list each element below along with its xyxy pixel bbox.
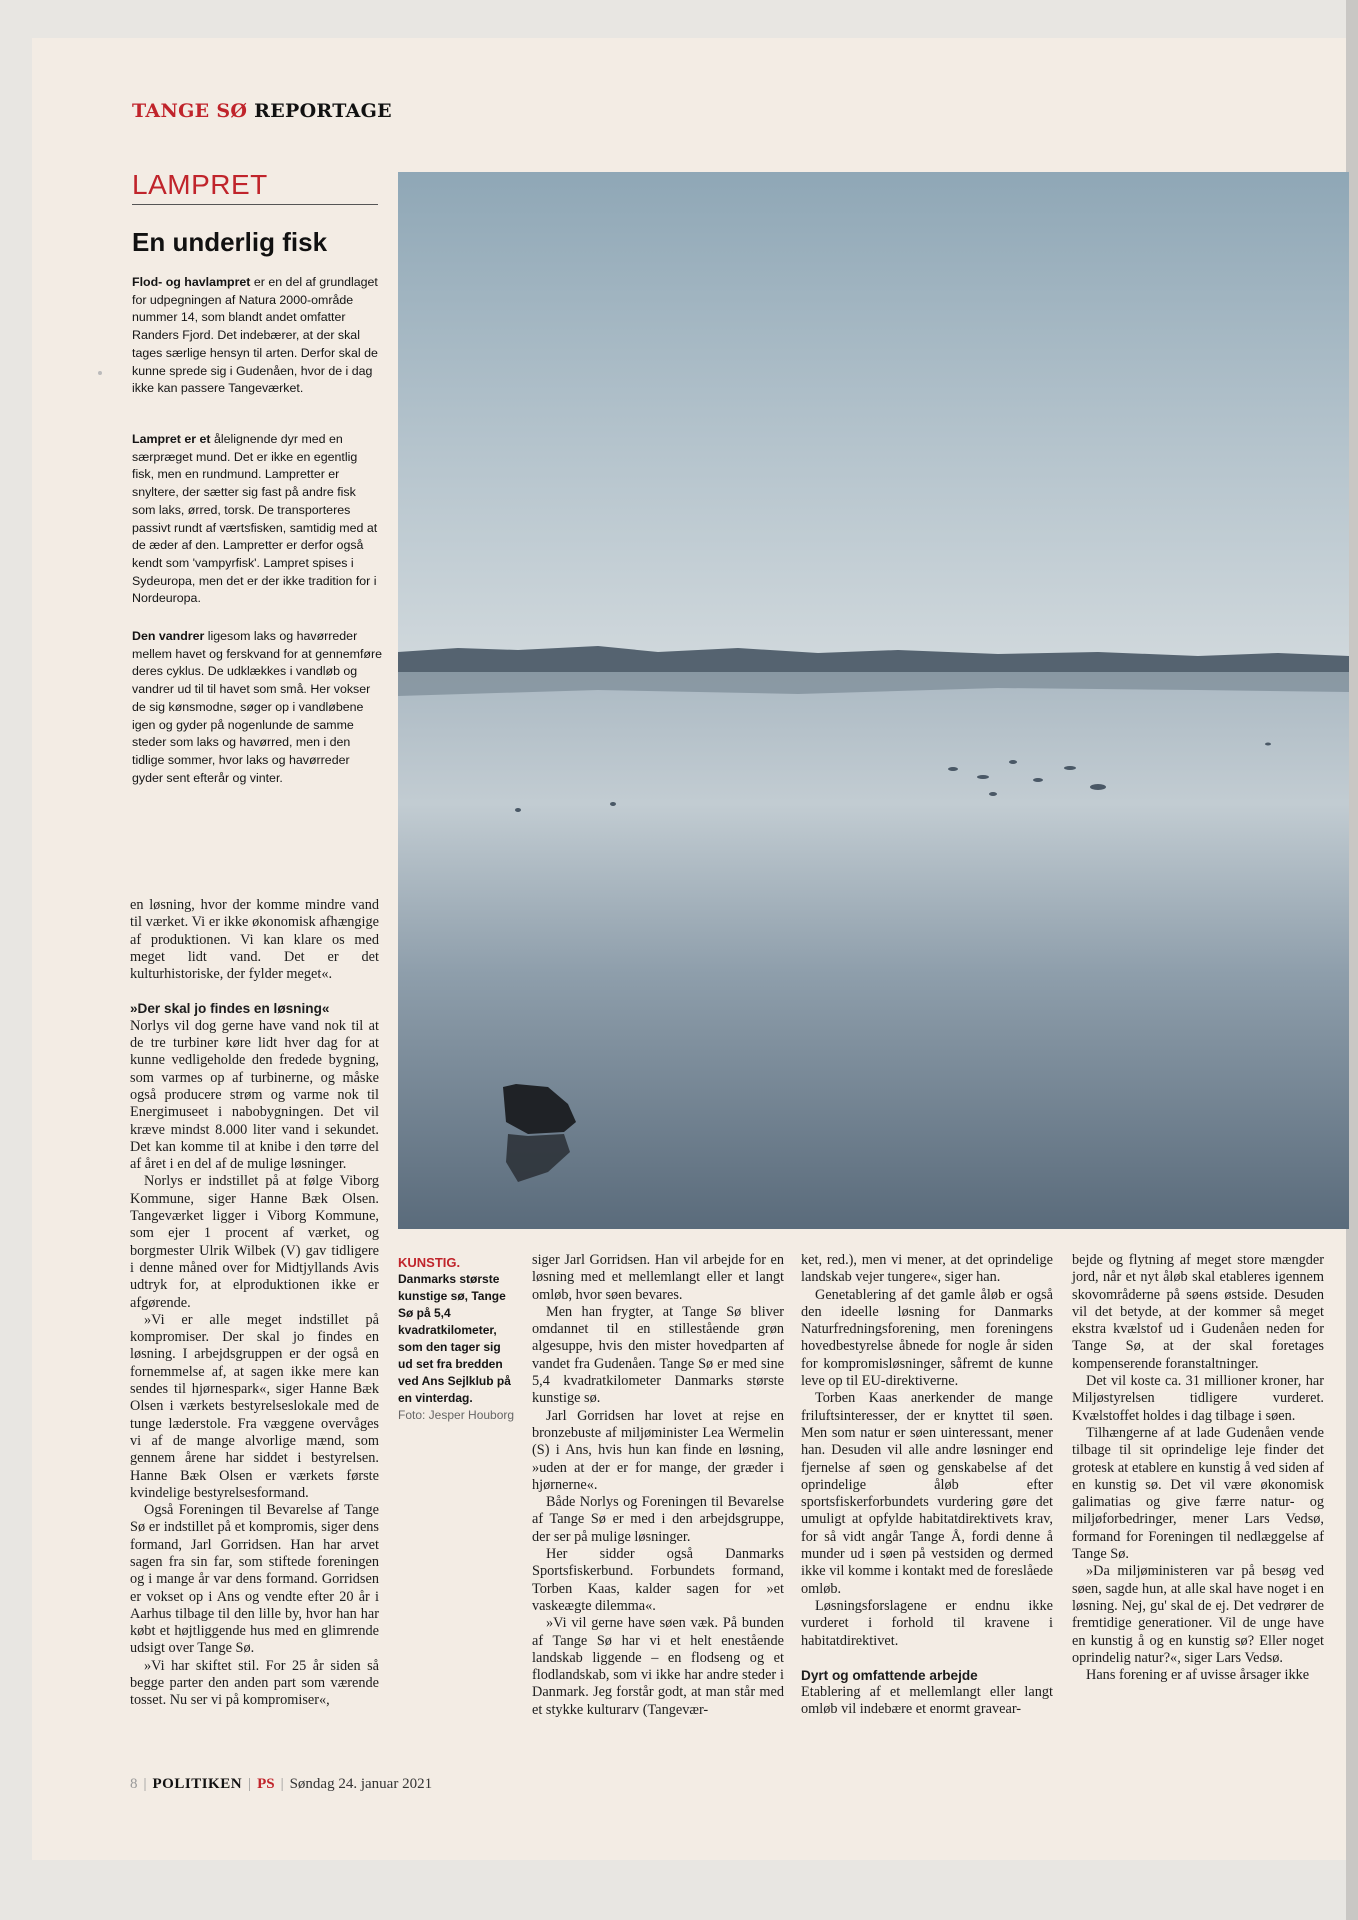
paragraph: ket, red.), men vi mener, at det oprindelige landskab vejer tungere«, siger han.	[801, 1252, 1053, 1286]
sidebar-title: En underlig fisk	[132, 227, 328, 257]
paragraph: Hans forening er af uvisse årsager ikke	[1086, 1667, 1310, 1684]
section-name: PS	[257, 1776, 275, 1792]
section-kicker	[132, 100, 392, 122]
paragraph: Det vil koste ca. 31 millioner kroner, har Miljøstyrelsen tidligere vurderet. Kvælstoffet holdes i dag tilbage i søen.	[1072, 1373, 1324, 1424]
paragraph: Også Foreningen til Bevarelse af Tange Sø er indstillet på et kompromis, siger dens formand, Jarl Gorridsen. Han har arvet sagen fra sin far, som stiftede foreningen og i mange år var dens formand. Gorridsen er vokset op i Ans og vendte efter 20 år i Aarhus tilbage til den lille by, hvor han har købt et højtliggende hus med en glimrende udsigt over Tange Sø.	[130, 1502, 379, 1657]
sidebar-label: LAMPRET	[132, 169, 268, 200]
sidebar-paragraph-1: Flod- og havlampret er en del af grundlaget for udpegningen af Natura 2000-område nummer 14, som blandt andet omfatter Randers Fjord. Det indebærer, at der skal tages særlige hensyn til arten. Derfor skal de kunne sprede sig i Gudenåen, hvor de i dag ikke kan passere Tangeværket.	[132, 275, 378, 396]
paragraph: »Vi har skiftet stil. For 25 år siden så begge parter den anden part som værende tosset. Nu ser vi på kompromiser«,	[130, 1657, 379, 1709]
sidebar-paragraph-3: Den vandrer ligesom laks og havørreder mellem havet og ferskvand for at gennemføre deres cyklus. De udklækkes i vandløb og vandrer ud til til havet som små. Her vokser de sig kønsmodne, søger op i vandløbene igen og gyder på nogenlunde de samme steder som laks og havørred, men i den tidlige sommer, hvor laks og havørreder gyder sent efterår og vinter.	[132, 629, 382, 785]
newspaper-name: POLITIKEN	[152, 1776, 243, 1792]
page-number: 8	[130, 1776, 138, 1792]
article-column-2	[532, 1252, 784, 1719]
paragraph: Jarl Gorridsen har lovet at rejse en bronzebuste af miljøminister Lea Wermelin (S) i Ans, hvis hun kan finde en løsning, »uden at der er for mange, der græder i hjørnerne«.	[532, 1407, 784, 1493]
paragraph: siger Jarl Gorridsen. Han vil arbejde for en løsning med et mellemlangt eller et langt omløb, hvor søen bevares.	[532, 1252, 784, 1303]
article-column-3	[801, 1252, 1053, 1719]
photo-credit: Foto: Jesper Houborg	[398, 1408, 515, 1422]
paragraph: Etablering af et mellemlangt eller langt omløb vil indebære et enormt gravear-	[801, 1684, 1053, 1718]
punch-mark	[98, 371, 102, 375]
paragraph: en løsning, hvor der komme mindre vand til værket. Vi er ikke økonomisk afhængige af produktionen. Vi kan klare os med meget lidt vand. Det er det kulturhistoriske, der fylder meget«.	[130, 897, 379, 983]
paragraph: »Vi er alle meget indstillet på kompromiser. Der skal jo findes en løsning. I arbejdsgruppen er der også en fornemmelse af, at sagen ikke mere kan sendes til hjørnespark«, siger Hanne Bæk Olsen i værkets bestyrelseslokale med de tunge læderstole. Fra væggene overvåges vi af de mange alvorlige mænd, som gennem årene har siddet i bestyrelsen. Hanne Bæk Olsen er værkets første kvindelige bestyrelsesformand.	[130, 1311, 379, 1501]
sidebar-lead-2: Lampret er et	[132, 432, 211, 446]
article-column-1	[130, 897, 379, 1710]
sidebar-lead-1: Flod- og havlampret	[132, 275, 251, 289]
lake-photo	[398, 172, 1349, 1229]
issue-date: Søndag 24. januar 2021	[289, 1776, 433, 1792]
paragraph: Men han frygter, at Tange Sø bliver omdannet til en stillestående grøn algesuppe, hvis den mister hovedparten af vandet fra Gudenåen. Tange Sø er med sine 5,4 kvadratkilometer Danmarks største kunstige sø.	[532, 1303, 784, 1407]
paragraph: Norlys er indstillet på at følge Viborg Kommune, siger Hanne Bæk Olsen. Tangeværket ligger i Viborg Kommune, som ejer 1 procent af værket, og borgmester Ulrik Wilbek (V) gav tidligere i denne måned over for Midtjyllands Avis udtryk for, at elproduktionen ikke er afgørende.	[130, 1173, 379, 1311]
paragraph: Genetablering af det gamle åløb er også den ideelle løsning for Danmarks Naturfredningsforening, men foreningens hovedbestyrelse åbnede for nogle år siden for kompromisløsninger, såfremt de kunne leve op til EU-direktiverne.	[801, 1286, 1053, 1390]
caption-text: Danmarks største kunstige sø, Tange Sø på 5,4 kvadratkilometer, som den tager sig ud set fra bredden ved Ans Sejlklub på en vinterdag.	[398, 1272, 511, 1405]
sidebar-lead-3: Den vandrer	[132, 629, 205, 643]
caption-label: KUNSTIG.	[398, 1255, 461, 1270]
subheading: »Der skal jo findes en løsning«	[130, 1001, 330, 1017]
paragraph: Norlys vil dog gerne have vand nok til at de tre turbiner køre lidt hver dag for at kunne vedligeholde den fredede bygning, som varmes op af turbinerne, og måske også producere strøm og varme nok til Energimuseet i nabobygningen. Det vil kræve mindst 8.000 liter vand i sekundet. Det kan komme til at knibe i den tørre del af året i en del af de mulige løsninger.	[130, 1017, 379, 1173]
sidebar-paragraph-2: Lampret er et ålelignende dyr med en særpræget mund. Det er ikke en egentlig fisk, men en rundmund. Lampretter er snyltere, der sætter sig fast på andre fisk som laks, ørred, torsk. De transporteres passivt rundt af værtsfisken, samtidig med at de æder af den. Lampretter er derfor også kendt som 'vampyrfisk'. Lampret spises i Sydeuropa, men det er der ikke tradition for i Nordeuropa.	[132, 432, 378, 606]
paragraph: bejde og flytning af meget store mængder jord, når et nyt åløb skal etableres igennem skovområderne på søens østside. Desuden vil det betyde, at der kommer så meget ekstra kvælstof ud i Gudenåen neden for Tange Sø, at der skal foretages kompenserende foranstaltninger.	[1072, 1252, 1324, 1372]
paragraph: Torben Kaas anerkender de mange friluftsinteresser, der er knyttet til søen. Men som natur er søen uinteressant, mener han. Desuden vil alle andre løsninger end fjernelse af søen og genskabelse af det oprindelige åløb efter sportsfiskerforbundets vurdering gøre det umuligt at opfylde habitatdirektivets krav, for så vidt angår Tange Å, fordi denne å munder ud i søen på vestsiden og dermed ikke vil komme i kontakt med de foreslåede omløb.	[801, 1390, 1053, 1597]
paragraph: »Vi vil gerne have søen væk. På bunden af Tange Sø har vi et helt enestående landskab liggende – en flodseng og et flodlandskab, som vi ikke har andre steder i Danmark. Jeg forstår godt, at man står med et stykke kulturarv (Tangevær-	[532, 1615, 784, 1718]
sidebar-rule	[132, 204, 378, 205]
paragraph: Både Norlys og Foreningen til Bevarelse af Tange Sø er med i den arbejdsgruppe, der ser på mulige løsninger.	[532, 1494, 784, 1545]
paragraph: Her sidder også Danmarks Sportsfiskerbund. Forbundets formand, Torben Kaas, kalder sagen for »et vaskeægte dilemma«.	[532, 1546, 784, 1614]
article-column-4	[1072, 1252, 1324, 1684]
kicker-location: TANGE SØ	[132, 100, 248, 122]
photo-caption	[398, 1254, 516, 1424]
subheading: Dyrt og omfattende arbejde	[801, 1667, 978, 1683]
paragraph: Løsningsforslagene er endnu ikke vurderet i forhold til kravene i habitatdirektivet.	[801, 1597, 1053, 1649]
page-footer: 8 | POLITIKEN | PS | Søndag 24. januar 2021	[130, 1776, 433, 1792]
paragraph: »Da miljøministeren var på besøg ved søen, sagde hun, at alle skal have noget i en løsning. Nej, gu' skal de ej. Det vedrører de fremtidige generationer. Vil de unge have en kunstig å og en kunstig sø? Eller noget oprindelig natur?«, siger Lars Vedsø.	[1072, 1563, 1324, 1666]
paragraph: Tilhængerne af at lade Gudenåen vende tilbage til sit oprindelige leje finder det grotesk at etablere en kunstig å ved siden af en kunstig sø. Det vil være økonomisk galimatias og give færre natur- og miljøforbedringer, mener Lars Vedsø, formand for Foreningen til nedlæggelse af Tange Sø.	[1072, 1424, 1324, 1563]
kicker-section: REPORTAGE	[254, 100, 392, 122]
